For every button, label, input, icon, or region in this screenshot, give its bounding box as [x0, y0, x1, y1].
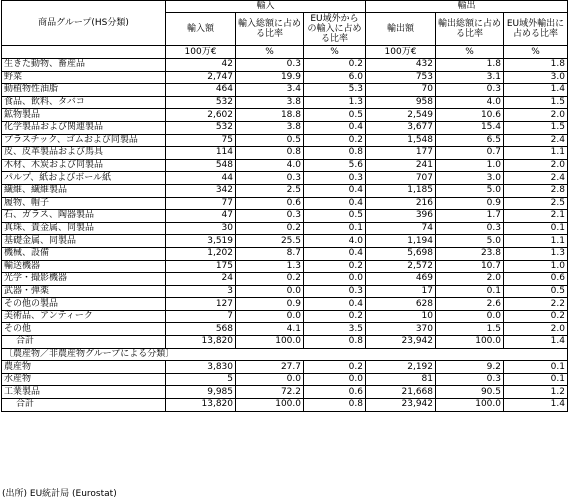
value-cell: 2.6 — [436, 298, 504, 311]
table-row — [2, 235, 568, 248]
row-label: プラスチック、ゴムおよび同製品 — [2, 134, 166, 147]
value-cell: 4.0 — [236, 159, 304, 172]
col-export-extra-eu: EU域外輸出に占める比率 — [504, 13, 568, 46]
value-cell: 1.5 — [436, 323, 504, 336]
table-row — [2, 310, 568, 323]
value-cell: 0.4 — [304, 247, 366, 260]
value-cell: 4.0 — [436, 96, 504, 109]
group-header: 商品グループ(HS分類) — [2, 1, 166, 46]
total-row — [2, 336, 568, 349]
table-row — [2, 59, 568, 72]
value-cell: 753 — [366, 71, 436, 84]
table-row — [2, 361, 568, 374]
value-cell: 0.9 — [236, 298, 304, 311]
value-cell: 707 — [366, 172, 436, 185]
value-cell: 18.8 — [236, 109, 304, 122]
row-label: 履物、帽子 — [2, 197, 166, 210]
table-row — [2, 273, 568, 286]
value-cell: 0.3 — [304, 172, 366, 185]
value-cell: 24 — [166, 273, 236, 286]
value-cell: 47 — [166, 210, 236, 223]
value-cell: 1.7 — [436, 210, 504, 223]
value-cell: 0.0 — [236, 373, 304, 386]
value-cell: 21,668 — [366, 386, 436, 399]
row-label: 水産物 — [2, 373, 166, 386]
value-cell: 0.2 — [236, 222, 304, 235]
value-cell: 342 — [166, 184, 236, 197]
value-cell: 0.4 — [304, 121, 366, 134]
value-cell: 0.2 — [236, 273, 304, 286]
value-cell: 0.1 — [504, 222, 568, 235]
value-cell: 42 — [166, 59, 236, 72]
value-cell: 0.8 — [304, 147, 366, 160]
value-cell: 1.1 — [504, 235, 568, 248]
value-cell: 3.0 — [436, 172, 504, 185]
value-cell: 3.4 — [236, 84, 304, 97]
value-cell: 3,830 — [166, 361, 236, 374]
value-cell: 74 — [366, 222, 436, 235]
source-note: (出所) EU統計局 (Eurostat) — [2, 489, 117, 499]
value-cell: 3.0 — [504, 71, 568, 84]
value-cell: 1.0 — [436, 159, 504, 172]
value-cell: 0.6 — [504, 273, 568, 286]
value-cell: 3.1 — [436, 71, 504, 84]
value-cell: 0.0 — [436, 310, 504, 323]
value-cell: 0.3 — [236, 59, 304, 72]
value-cell: 5.0 — [436, 235, 504, 248]
value-cell: 70 — [366, 84, 436, 97]
col-export-value: 輸出額 — [366, 13, 436, 46]
value-cell: 0.3 — [436, 222, 504, 235]
trade-table — [1, 0, 568, 412]
col-import-extra-eu: EU域外からの輸入に占める比率 — [304, 13, 366, 46]
value-cell: 19.9 — [236, 71, 304, 84]
row-label: 機械、設備 — [2, 247, 166, 260]
value-cell: 370 — [366, 323, 436, 336]
value-cell: 100.0 — [236, 399, 304, 412]
row-label: 輸送機器 — [2, 260, 166, 273]
value-cell: 0.1 — [504, 373, 568, 386]
value-cell: 1.4 — [504, 84, 568, 97]
value-cell: 2.5 — [236, 184, 304, 197]
value-cell: 9.2 — [436, 361, 504, 374]
row-label: パルプ、紙およびボール紙 — [2, 172, 166, 185]
row-label: 木材、木炭および同製品 — [2, 159, 166, 172]
value-cell: 0.8 — [304, 336, 366, 349]
value-cell: 1.3 — [504, 247, 568, 260]
table-row — [2, 147, 568, 160]
row-label: 合計 — [2, 336, 166, 349]
table-row — [2, 323, 568, 336]
value-cell: 5.6 — [304, 159, 366, 172]
value-cell: 0.9 — [436, 197, 504, 210]
value-cell: 0.5 — [504, 285, 568, 298]
value-cell: 27.7 — [236, 361, 304, 374]
value-cell: 628 — [366, 298, 436, 311]
row-label: 武器・弾薬 — [2, 285, 166, 298]
value-cell: 532 — [166, 96, 236, 109]
value-cell: 5,698 — [366, 247, 436, 260]
value-cell: 3,677 — [366, 121, 436, 134]
value-cell: 958 — [366, 96, 436, 109]
value-cell: 2.4 — [504, 134, 568, 147]
value-cell: 100.0 — [236, 336, 304, 349]
value-cell: 15.4 — [436, 121, 504, 134]
value-cell: 1.1 — [504, 147, 568, 160]
value-cell: 1.3 — [304, 96, 366, 109]
value-cell: 5 — [166, 373, 236, 386]
table-row — [2, 210, 568, 223]
value-cell: 0.3 — [436, 84, 504, 97]
value-cell: 0.2 — [304, 310, 366, 323]
value-cell: 10.6 — [436, 109, 504, 122]
value-cell: 0.3 — [436, 373, 504, 386]
value-cell: 1.8 — [504, 59, 568, 72]
table-row — [2, 96, 568, 109]
value-cell: 1.4 — [504, 336, 568, 349]
value-cell: 1.0 — [504, 260, 568, 273]
unit-cell: % — [436, 46, 504, 59]
value-cell: 30 — [166, 222, 236, 235]
value-cell: 0.2 — [304, 260, 366, 273]
value-cell: 216 — [366, 197, 436, 210]
value-cell: 0.0 — [304, 273, 366, 286]
value-cell: 2,747 — [166, 71, 236, 84]
value-cell: 8.7 — [236, 247, 304, 260]
value-cell: 23.8 — [436, 247, 504, 260]
row-label: 美術品、アンティーク — [2, 310, 166, 323]
value-cell: 1,548 — [366, 134, 436, 147]
value-cell: 114 — [166, 147, 236, 160]
value-cell: 0.1 — [504, 361, 568, 374]
value-cell: 2,549 — [366, 109, 436, 122]
value-cell: 75 — [166, 134, 236, 147]
table-row — [2, 247, 568, 260]
row-label: 動植物性油脂 — [2, 84, 166, 97]
table-row — [2, 298, 568, 311]
table-row — [2, 197, 568, 210]
value-cell: 6.0 — [304, 71, 366, 84]
table-row — [2, 222, 568, 235]
value-cell: 13,820 — [166, 399, 236, 412]
value-cell: 4.0 — [304, 235, 366, 248]
value-cell: 7 — [166, 310, 236, 323]
value-cell: 2.5 — [504, 197, 568, 210]
row-label: その他 — [2, 323, 166, 336]
value-cell: 0.3 — [236, 210, 304, 223]
value-cell: 0.3 — [304, 285, 366, 298]
table-row — [2, 134, 568, 147]
value-cell: 4.1 — [236, 323, 304, 336]
value-cell: 2.0 — [436, 273, 504, 286]
total-row — [2, 399, 568, 412]
value-cell: 72.2 — [236, 386, 304, 399]
value-cell: 2.2 — [504, 298, 568, 311]
value-cell: 396 — [366, 210, 436, 223]
value-cell: 2,192 — [366, 361, 436, 374]
value-cell: 532 — [166, 121, 236, 134]
row-label: 真珠、貴金属、同製品 — [2, 222, 166, 235]
value-cell: 0.1 — [436, 285, 504, 298]
value-cell: 2.0 — [504, 159, 568, 172]
row-label: 光学・撮影機器 — [2, 273, 166, 286]
value-cell: 0.8 — [304, 399, 366, 412]
value-cell: 3.8 — [236, 96, 304, 109]
value-cell: 0.6 — [236, 197, 304, 210]
value-cell: 2,572 — [366, 260, 436, 273]
value-cell: 1.5 — [504, 96, 568, 109]
value-cell: 1.4 — [504, 399, 568, 412]
value-cell: 469 — [366, 273, 436, 286]
value-cell: 1.8 — [436, 59, 504, 72]
value-cell: 127 — [166, 298, 236, 311]
value-cell: 2.1 — [504, 210, 568, 223]
value-cell: 1,185 — [366, 184, 436, 197]
table-row — [2, 109, 568, 122]
table-row — [2, 71, 568, 84]
unit-cell: % — [504, 46, 568, 59]
value-cell: 0.0 — [236, 285, 304, 298]
value-cell: 1,194 — [366, 235, 436, 248]
value-cell: 3 — [166, 285, 236, 298]
unit-blank — [2, 46, 166, 59]
value-cell: 17 — [366, 285, 436, 298]
value-cell: 0.6 — [304, 386, 366, 399]
value-cell: 23,942 — [366, 336, 436, 349]
value-cell: 3.5 — [304, 323, 366, 336]
unit-cell: % — [304, 46, 366, 59]
row-label: 皮、皮革製品および馬具 — [2, 147, 166, 160]
value-cell: 23,942 — [366, 399, 436, 412]
value-cell: 100.0 — [436, 336, 504, 349]
table-row — [2, 184, 568, 197]
value-cell: 3,519 — [166, 235, 236, 248]
row-label: 野菜 — [2, 71, 166, 84]
value-cell: 1,202 — [166, 247, 236, 260]
row-label: 農産物 — [2, 361, 166, 374]
value-cell: 568 — [166, 323, 236, 336]
value-cell: 0.2 — [504, 310, 568, 323]
value-cell: 0.2 — [304, 134, 366, 147]
table-row — [2, 373, 568, 386]
col-export-share: 輸出総額に占める比率 — [436, 13, 504, 46]
unit-cell: % — [236, 46, 304, 59]
value-cell: 2.8 — [504, 184, 568, 197]
value-cell: 0.4 — [304, 197, 366, 210]
value-cell: 1.5 — [504, 121, 568, 134]
unit-cell: 100万€ — [366, 46, 436, 59]
value-cell: 0.4 — [304, 184, 366, 197]
row-label: 工業製品 — [2, 386, 166, 399]
export-header: 輸出 — [366, 1, 568, 13]
value-cell: 2.0 — [504, 109, 568, 122]
table-row — [2, 285, 568, 298]
value-cell: 13,820 — [166, 336, 236, 349]
value-cell: 10 — [366, 310, 436, 323]
value-cell: 548 — [166, 159, 236, 172]
value-cell: 0.4 — [304, 298, 366, 311]
value-cell: 0.0 — [236, 310, 304, 323]
table-row — [2, 121, 568, 134]
value-cell: 0.1 — [304, 222, 366, 235]
table-row — [2, 172, 568, 185]
value-cell: 177 — [366, 147, 436, 160]
value-cell: 1.3 — [236, 260, 304, 273]
value-cell: 2,602 — [166, 109, 236, 122]
value-cell: 2.0 — [504, 323, 568, 336]
value-cell: 25.5 — [236, 235, 304, 248]
value-cell: 3.8 — [236, 121, 304, 134]
value-cell: 81 — [366, 373, 436, 386]
col-import-share: 輸入総額に占める比率 — [236, 13, 304, 46]
value-cell: 90.5 — [436, 386, 504, 399]
section-label: 〔農産物／非農産物グループによる分類〕 — [2, 348, 568, 361]
table-row — [2, 386, 568, 399]
row-label: その他の製品 — [2, 298, 166, 311]
value-cell: 0.2 — [304, 361, 366, 374]
section-row — [2, 348, 568, 361]
value-cell: 432 — [366, 59, 436, 72]
import-header: 輸入 — [166, 1, 366, 13]
value-cell: 1.2 — [504, 386, 568, 399]
table-row — [2, 159, 568, 172]
value-cell: 6.5 — [436, 134, 504, 147]
row-label: 化学製品および関連製品 — [2, 121, 166, 134]
value-cell: 0.8 — [236, 147, 304, 160]
row-label: 基礎金属、同製品 — [2, 235, 166, 248]
value-cell: 0.3 — [236, 172, 304, 185]
value-cell: 0.2 — [304, 59, 366, 72]
value-cell: 5.3 — [304, 84, 366, 97]
unit-cell: 100万€ — [166, 46, 236, 59]
value-cell: 0.5 — [304, 210, 366, 223]
value-cell: 464 — [166, 84, 236, 97]
value-cell: 241 — [366, 159, 436, 172]
value-cell: 9,985 — [166, 386, 236, 399]
row-label: 鉱物製品 — [2, 109, 166, 122]
row-label: 生きた動物、畜産品 — [2, 59, 166, 72]
table-row — [2, 260, 568, 273]
value-cell: 10.7 — [436, 260, 504, 273]
value-cell: 0.5 — [236, 134, 304, 147]
value-cell: 0.5 — [304, 109, 366, 122]
value-cell: 0.7 — [436, 147, 504, 160]
value-cell: 2.4 — [504, 172, 568, 185]
row-label: 合計 — [2, 399, 166, 412]
col-import-value: 輸入額 — [166, 13, 236, 46]
value-cell: 100.0 — [436, 399, 504, 412]
value-cell: 175 — [166, 260, 236, 273]
value-cell: 0.0 — [304, 373, 366, 386]
row-label: 食品、飲料、タバコ — [2, 96, 166, 109]
row-label: 石、ガラス、陶器製品 — [2, 210, 166, 223]
value-cell: 5.0 — [436, 184, 504, 197]
value-cell: 44 — [166, 172, 236, 185]
row-label: 繊維、繊維製品 — [2, 184, 166, 197]
value-cell: 77 — [166, 197, 236, 210]
table-row — [2, 84, 568, 97]
